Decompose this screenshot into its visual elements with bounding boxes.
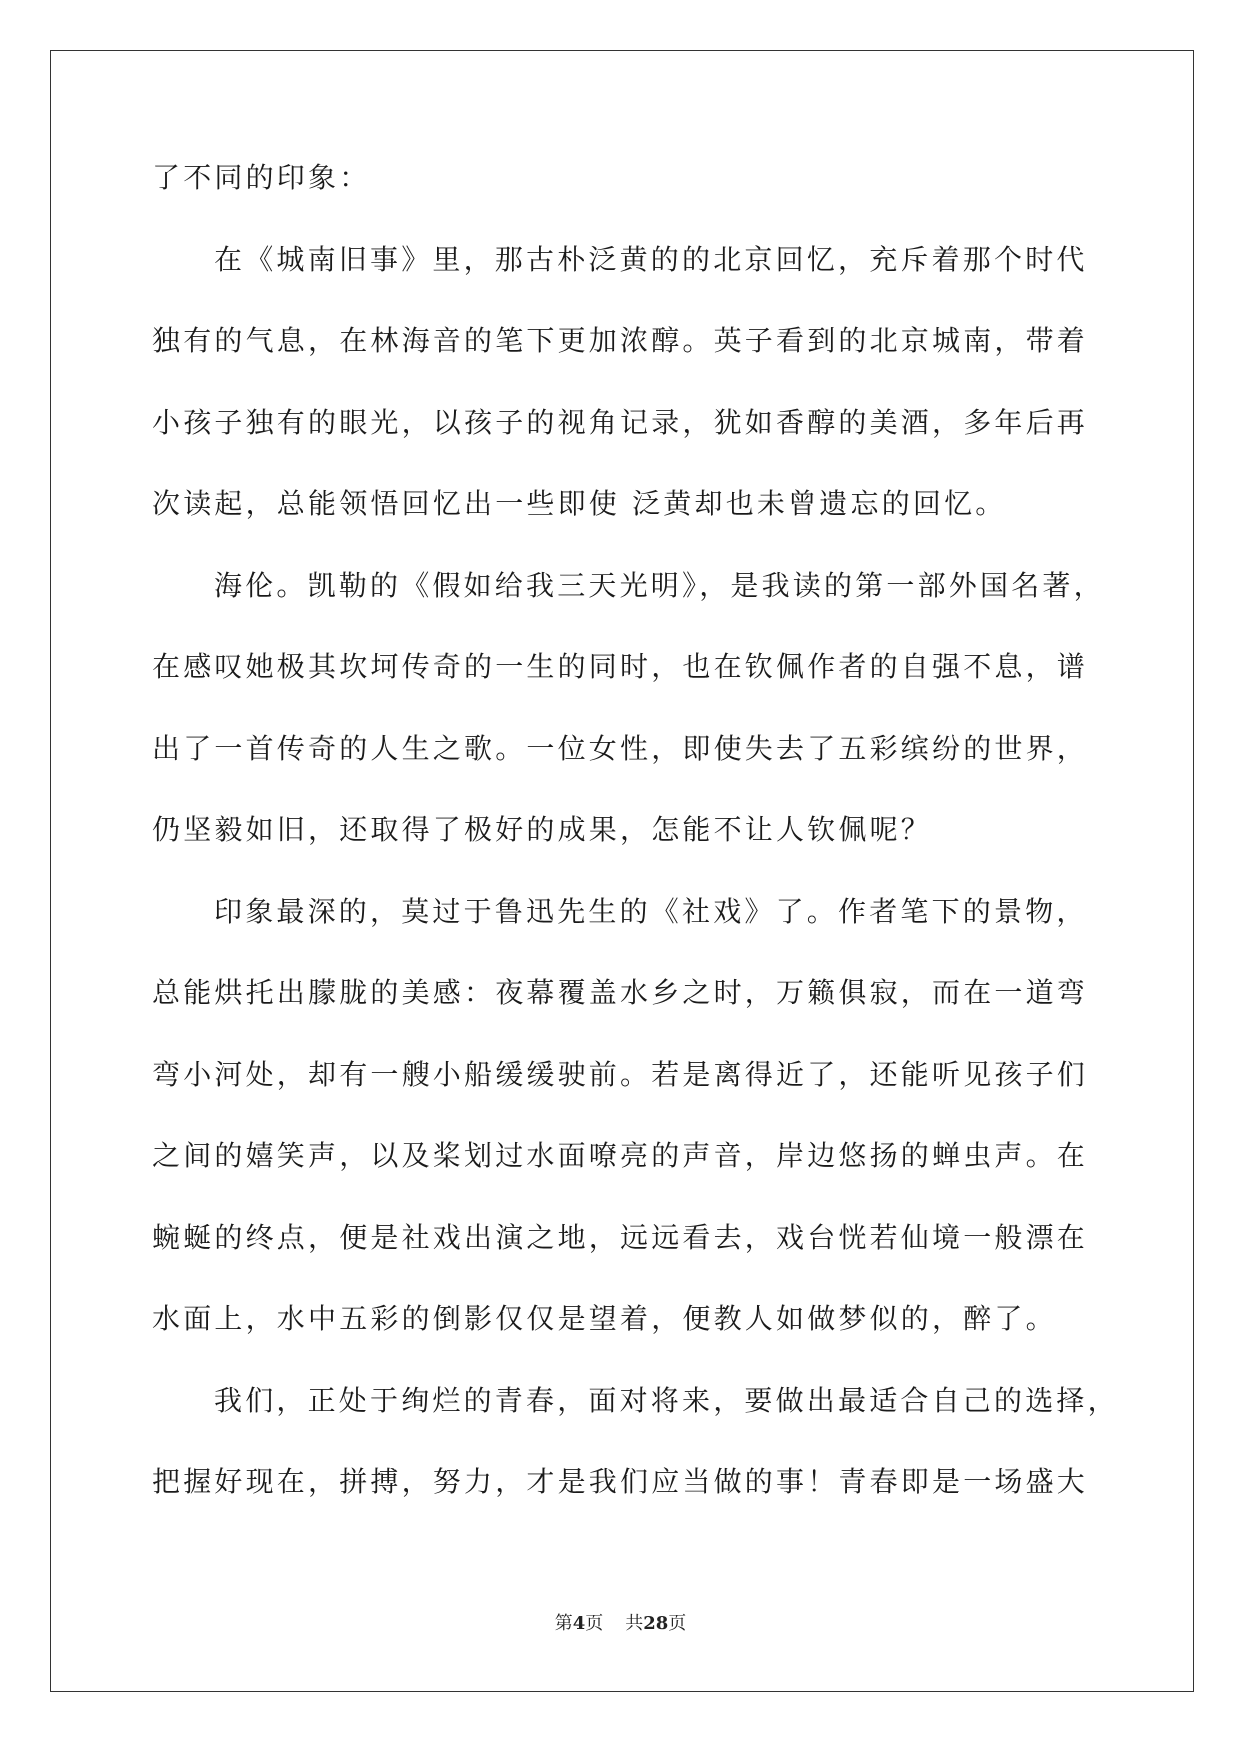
current-page-number: 4 — [572, 1613, 586, 1634]
text-line: 弯小河处，却有一艘小船缓缓驶前。若是离得近了，还能听见孩子们 — [152, 1057, 1089, 1091]
text-line: 总能烘托出朦胧的美感：夜幕覆盖水乡之时，万籁俱寂，而在一道弯 — [152, 976, 1089, 1009]
text-line: 独有的气息，在林海音的笔下更加浓醇。英子看到的北京城南，带着 — [152, 324, 1089, 357]
paragraph-start-line: 印象最深的，莫过于鲁迅先生的《社戏》了。作者笔下的景物， — [214, 894, 1088, 928]
text-line: 出了一首传奇的人生之歌。一位女性，即使失去了五彩缤纷的世界， — [152, 731, 1089, 765]
text-line: 小孩子独有的眼光，以孩子的视角记录，犹如香醇的美酒，多年后再 — [152, 405, 1089, 439]
page-prefix: 第 — [554, 1613, 573, 1634]
text-line: 在感叹她极其坎坷传奇的一生的同时，也在钦佩作者的自强不息，谱 — [152, 650, 1089, 683]
paragraph-start-line: 在《城南旧事》里，那古朴泛黄的的北京回忆，充斥着那个时代 — [214, 242, 1088, 276]
page-suffix: 页 — [585, 1613, 604, 1634]
text-line: 次读起，总能领悟回忆出一些即使 泛黄却也未曾遗忘的回忆。 — [152, 487, 1007, 520]
paragraph-start-line: 海伦。凯勒的《假如给我三天光明》，是我读的第一部外国名著， — [214, 568, 1105, 602]
page-footer — [0, 1612, 1241, 1636]
total-page-count: 28 — [643, 1613, 669, 1634]
document-body — [152, 158, 1119, 1544]
text-line: 蜿蜒的终点，便是社戏出演之地，远远看去，戏台恍若仙境一般漂在 — [152, 1220, 1089, 1254]
text-line: 仍坚毅如旧，还取得了极好的成果，怎能不让人钦佩呢？ — [152, 813, 933, 846]
text-line: 了不同的印象： — [152, 161, 371, 194]
total-suffix: 页 — [668, 1613, 687, 1634]
paragraph-start-line: 我们，正处于绚烂的青春，面对将来，要做出最适合自己的选择， — [214, 1383, 1119, 1417]
total-prefix: 共 — [625, 1613, 644, 1634]
text-line: 把握好现在，拼搏，努力，才是我们应当做的事！青春即是一场盛大 — [152, 1465, 1089, 1498]
text-line: 之间的嬉笑声，以及桨划过水面嘹亮的声音，岸边悠扬的蝉虫声。在 — [152, 1139, 1089, 1172]
text-line: 水面上，水中五彩的倒影仅仅是望着，便教人如做梦似的，醉了。 — [152, 1302, 1057, 1335]
